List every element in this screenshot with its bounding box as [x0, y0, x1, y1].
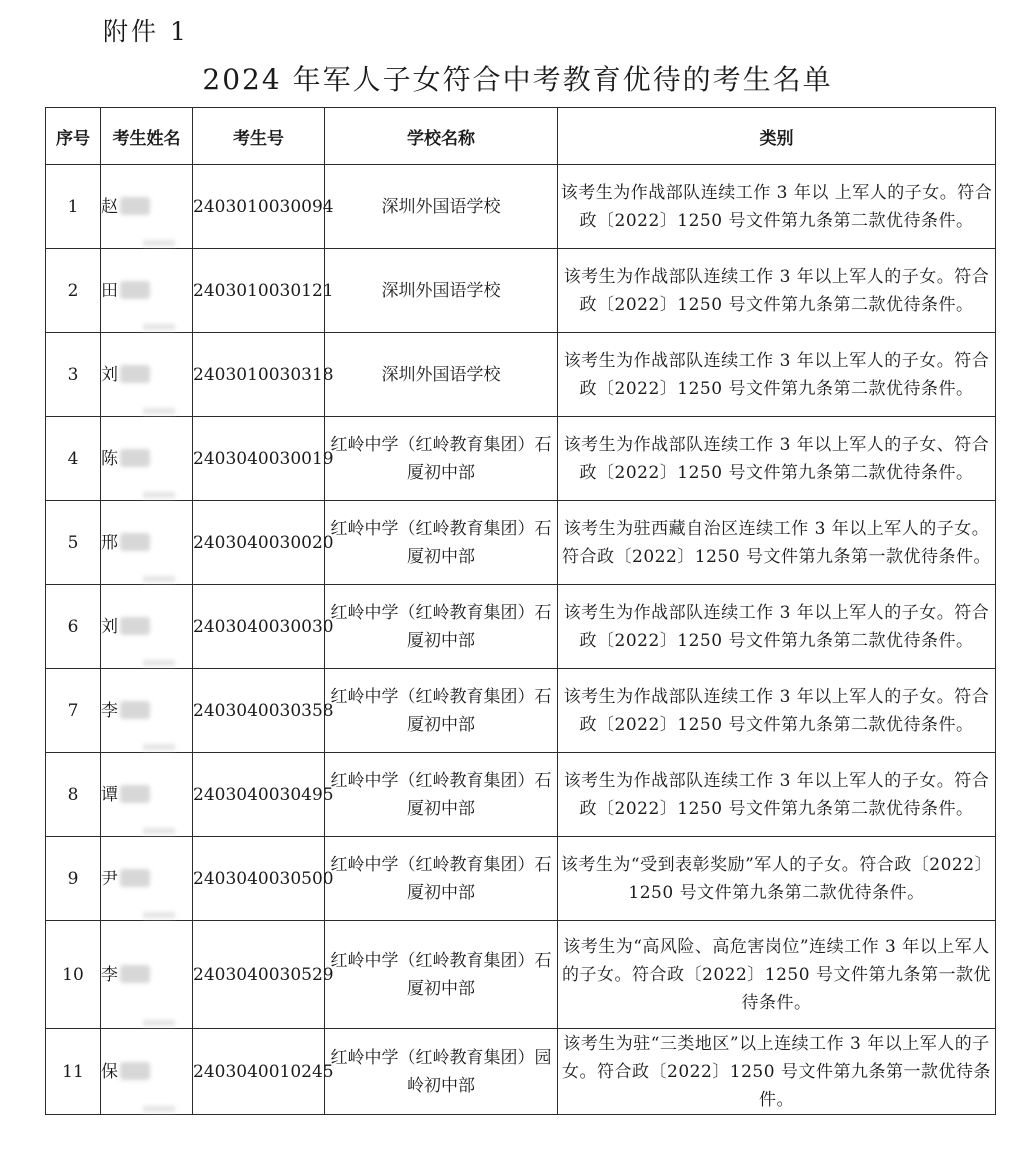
- header-no: 序号: [46, 108, 101, 165]
- row-number: 9: [46, 837, 101, 921]
- candidate-name-cell: [101, 417, 193, 501]
- candidate-surname: 李: [101, 700, 118, 721]
- school-name: 红岭中学（红岭教育集团）石厦初中部: [325, 837, 558, 921]
- redaction-blur: [120, 785, 150, 803]
- header-school: 学校名称: [325, 108, 558, 165]
- school-name: 红岭中学（红岭教育集团）石厦初中部: [325, 417, 558, 501]
- school-name: 红岭中学（红岭教育集团）园岭初中部: [325, 1029, 558, 1115]
- row-number: 4: [46, 417, 101, 501]
- row-number: 6: [46, 585, 101, 669]
- redaction-blur: [143, 828, 175, 834]
- redaction-blur: [143, 744, 175, 750]
- category-description: 该考生为“受到表彰奖励”军人的子女。符合政〔2022〕1250 号文件第九条第二款优待条件。: [558, 837, 996, 921]
- candidate-id: 2403010030094: [193, 165, 325, 249]
- table-row: [46, 921, 996, 1029]
- table-row: [46, 165, 996, 249]
- header-id: 考生号: [193, 108, 325, 165]
- candidate-name-cell: [101, 837, 193, 921]
- category-description: 该考生为作战部队连续工作 3 年以上军人的子女。符合政〔2022〕1250 号文件第九条第二款优待条件。: [558, 585, 996, 669]
- candidate-id: 2403040030529: [193, 921, 325, 1029]
- redaction-blur: [143, 408, 175, 414]
- candidate-surname: 尹: [101, 868, 118, 889]
- category-description: 该考生为作战部队连续工作 3 年以上军人的子女、符合政〔2022〕1250 号文件第九条第二款优待条件。: [558, 417, 996, 501]
- header-category: 类别: [558, 108, 996, 165]
- redaction-blur: [143, 240, 175, 246]
- category-description: 该考生为作战部队连续工作 3 年以 上军人的子女。符合政〔2022〕1250 号文件第九条第二款优待条件。: [558, 165, 996, 249]
- candidate-surname: 保: [101, 1061, 118, 1082]
- candidate-name-cell: [101, 165, 193, 249]
- category-description: 该考生为作战部队连续工作 3 年以上军人的子女。符合政〔2022〕1250 号文件第九条第二款优待条件。: [558, 669, 996, 753]
- redaction-blur: [120, 869, 150, 887]
- candidate-surname: 陈: [101, 448, 118, 469]
- school-name: 红岭中学（红岭教育集团）石厦初中部: [325, 669, 558, 753]
- row-number: 10: [46, 921, 101, 1029]
- redaction-blur: [143, 1020, 175, 1026]
- table-row: [46, 501, 996, 585]
- redaction-blur: [120, 701, 150, 719]
- school-name: 深圳外国语学校: [325, 249, 558, 333]
- candidate-id: 2403040030495: [193, 753, 325, 837]
- redaction-blur: [143, 660, 175, 666]
- redaction-blur: [120, 449, 150, 467]
- redaction-blur: [120, 617, 150, 635]
- table-row: [46, 249, 996, 333]
- candidate-id: 2403040030030: [193, 585, 325, 669]
- redaction-blur: [120, 197, 150, 215]
- redaction-blur: [143, 1106, 175, 1112]
- category-description: 该考生为作战部队连续工作 3 年以上军人的子女。符合政〔2022〕1250 号文件第九条第二款优待条件。: [558, 753, 996, 837]
- row-number: 7: [46, 669, 101, 753]
- table-header-row: [46, 108, 996, 165]
- candidate-name-cell: [101, 249, 193, 333]
- row-number: 1: [46, 165, 101, 249]
- redaction-blur: [120, 281, 150, 299]
- school-name: 红岭中学（红岭教育集团）石厦初中部: [325, 753, 558, 837]
- table-row: [46, 1029, 996, 1115]
- school-name: 红岭中学（红岭教育集团）石厦初中部: [325, 921, 558, 1029]
- redaction-blur: [120, 1062, 150, 1080]
- redaction-blur: [120, 965, 150, 983]
- attachment-label: 附件 1: [103, 17, 189, 46]
- category-description: 该考生为“高风险、高危害岗位”连续工作 3 年以上军人的子女。符合政〔2022〕1250 号文件第九条第一款优待条件。: [558, 921, 996, 1029]
- row-number: 2: [46, 249, 101, 333]
- table-row: [46, 417, 996, 501]
- header-name: 考生姓名: [101, 108, 193, 165]
- redaction-blur: [143, 324, 175, 330]
- candidate-name-cell: [101, 333, 193, 417]
- row-number: 8: [46, 753, 101, 837]
- row-number: 11: [46, 1029, 101, 1115]
- candidate-id: 2403040010245: [193, 1029, 325, 1115]
- redaction-blur: [120, 365, 150, 383]
- candidate-id: 2403040030020: [193, 501, 325, 585]
- row-number: 5: [46, 501, 101, 585]
- redaction-blur: [120, 533, 150, 551]
- table-row: [46, 585, 996, 669]
- school-name: 深圳外国语学校: [325, 333, 558, 417]
- candidate-id: 2403040030358: [193, 669, 325, 753]
- candidate-name-cell: [101, 753, 193, 837]
- school-name: 红岭中学（红岭教育集团）石厦初中部: [325, 501, 558, 585]
- redaction-blur: [143, 492, 175, 498]
- candidate-surname: 田: [101, 280, 118, 301]
- candidate-id: 2403040030500: [193, 837, 325, 921]
- candidate-name-cell: [101, 501, 193, 585]
- school-name: 红岭中学（红岭教育集团）石厦初中部: [325, 585, 558, 669]
- category-description: 该考生为驻“三类地区”以上连续工作 3 年以上军人的子女。符合政〔2022〕1250 号文件第九条第一款优待条件。: [558, 1029, 996, 1115]
- candidate-surname: 刘: [101, 364, 118, 385]
- redaction-blur: [143, 912, 175, 918]
- table-body: [46, 165, 996, 1115]
- candidate-id: 2403040030019: [193, 417, 325, 501]
- candidate-name-cell: [101, 669, 193, 753]
- category-description: 该考生为作战部队连续工作 3 年以上军人的子女。符合政〔2022〕1250 号文件第九条第二款优待条件。: [558, 333, 996, 417]
- candidate-surname: 邢: [101, 532, 118, 553]
- candidate-surname: 谭: [101, 784, 118, 805]
- school-name: 深圳外国语学校: [325, 165, 558, 249]
- candidate-name-cell: [101, 585, 193, 669]
- table-row: [46, 333, 996, 417]
- candidate-id: 2403010030121: [193, 249, 325, 333]
- document-title: 2024 年军人子女符合中考教育优待的考生名单: [202, 63, 833, 96]
- row-number: 3: [46, 333, 101, 417]
- candidate-surname: 李: [101, 964, 118, 985]
- candidate-name-cell: [101, 1029, 193, 1115]
- category-description: 该考生为作战部队连续工作 3 年以上军人的子女。符合政〔2022〕1250 号文件第九条第二款优待条件。: [558, 249, 996, 333]
- table-row: [46, 837, 996, 921]
- table-row: [46, 753, 996, 837]
- table-row: [46, 669, 996, 753]
- candidate-table: [45, 107, 996, 1115]
- candidate-surname: 赵: [101, 196, 118, 217]
- candidate-id: 2403010030318: [193, 333, 325, 417]
- category-description: 该考生为驻西藏自治区连续工作 3 年以上军人的子女。符合政〔2022〕1250 号文件第九条第一款优待条件。: [558, 501, 996, 585]
- candidate-name-cell: [101, 921, 193, 1029]
- candidate-surname: 刘: [101, 616, 118, 637]
- redaction-blur: [143, 576, 175, 582]
